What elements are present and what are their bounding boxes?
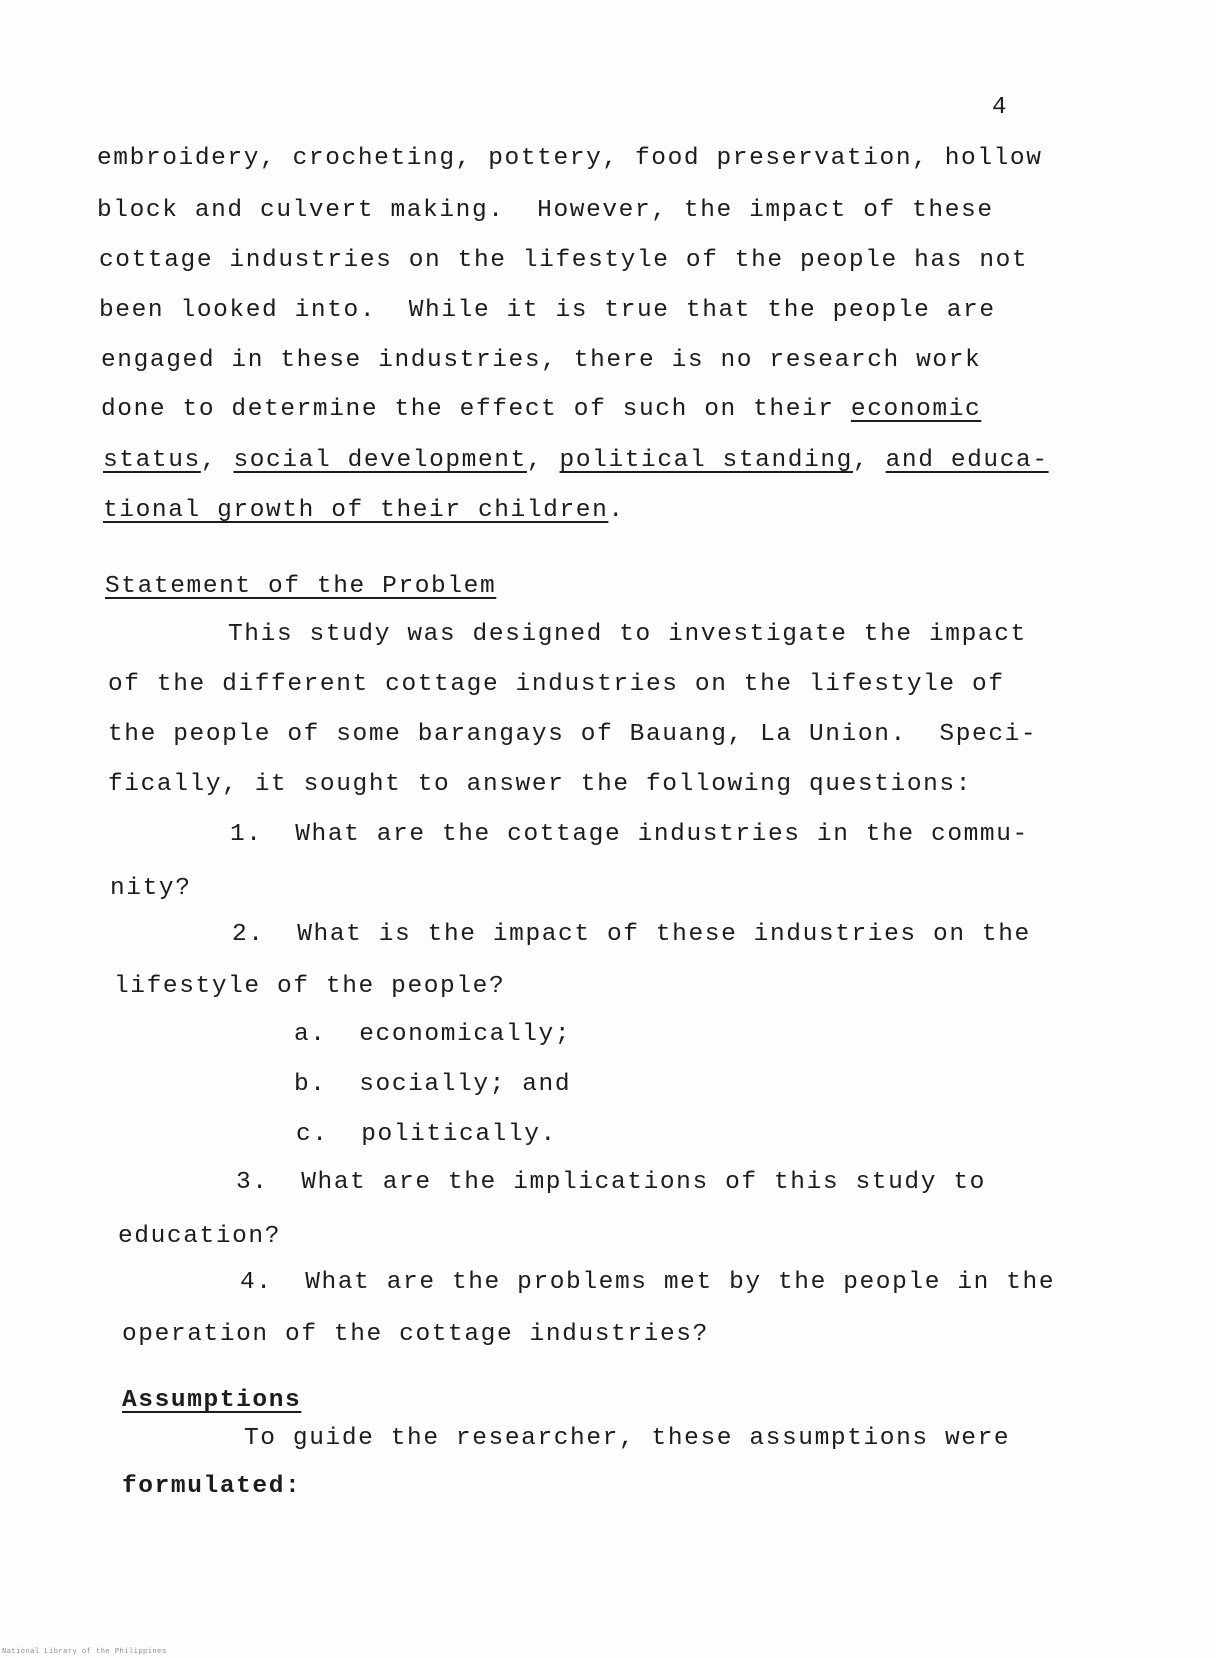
footer-stamp: National Library of the Philippines xyxy=(2,1648,167,1656)
question-2-number: 2. xyxy=(232,921,265,948)
intro-line-6 xyxy=(101,395,981,425)
intro-line-6-text: done to determine the effect of such on their xyxy=(101,396,851,423)
subitem-c-letter: c. xyxy=(296,1121,329,1148)
underline-status: status xyxy=(103,447,201,474)
intro-line-4: been looked into. While it is true that the people are xyxy=(99,297,996,324)
problem-line-2: of the different cottage industries on the lifestyle of xyxy=(108,671,1005,698)
question-1-text: What are the cottage industries in the commu- xyxy=(295,821,1029,848)
underline-and-educa: and educa- xyxy=(885,447,1049,474)
subitem-c xyxy=(296,1120,557,1150)
intro-line-5: engaged in these industries, there is no research work xyxy=(101,347,982,374)
assumptions-line-2: formulated: xyxy=(122,1473,302,1500)
underline-economic: economic xyxy=(850,396,982,423)
question-4 xyxy=(240,1268,1055,1298)
problem-heading: Statement of the Problem xyxy=(105,573,497,600)
question-3-text: What are the implications of this study to xyxy=(301,1169,986,1196)
assumptions-heading: Assumptions xyxy=(122,1387,302,1414)
subitem-b-letter: b. xyxy=(294,1071,327,1098)
problem-line-1: This study was designed to investigate the impact xyxy=(228,621,1027,648)
question-1-continued: nity? xyxy=(110,875,192,902)
question-4-text: What are the problems met by the people in the xyxy=(305,1269,1056,1296)
intro-line-3: cottage industries on the lifestyle of the people has not xyxy=(99,247,1029,274)
question-1-number: 1. xyxy=(230,821,263,848)
question-3-number: 3. xyxy=(236,1169,269,1196)
question-2 xyxy=(232,920,1031,950)
punct-comma-3: , xyxy=(852,447,870,474)
subitem-c-text: politically. xyxy=(361,1121,557,1148)
intro-line-8 xyxy=(103,496,625,526)
question-2-text: What is the impact of these industries on the xyxy=(297,921,1031,948)
punct-comma-2: , xyxy=(526,447,544,474)
problem-line-4: fically, it sought to answer the following questions: xyxy=(108,771,973,798)
question-4-number: 4. xyxy=(240,1269,273,1296)
punct-period: . xyxy=(608,497,625,524)
subitem-a xyxy=(294,1020,571,1050)
question-3 xyxy=(236,1168,986,1198)
underline-political-standing: political standing xyxy=(559,447,853,474)
question-2-continued: lifestyle of the people? xyxy=(114,973,506,1000)
question-3-continued: education? xyxy=(118,1223,282,1250)
subitem-a-text: economically; xyxy=(359,1021,572,1048)
subitem-b-text: socially; and xyxy=(359,1071,572,1098)
assumptions-line-1: To guide the researcher, these assumptions were xyxy=(244,1425,1011,1452)
subitem-a-letter: a. xyxy=(294,1021,327,1048)
underline-tional-growth: tional growth of their children xyxy=(103,497,609,524)
intro-line-2: block and culvert making. However, the impact of these xyxy=(97,197,994,224)
underline-social-development: social development xyxy=(233,447,527,474)
subitem-b xyxy=(294,1070,571,1100)
problem-line-3: the people of some barangays of Bauang, La Union. Speci- xyxy=(108,721,1038,748)
page-number: 4 xyxy=(992,94,1007,121)
punct-comma-1: , xyxy=(200,447,218,474)
question-4-continued: operation of the cottage industries? xyxy=(122,1321,709,1348)
intro-line-1: embroidery, crocheting, pottery, food preservation, hollow xyxy=(97,145,1043,172)
question-1 xyxy=(230,820,1029,850)
intro-line-7 xyxy=(103,446,1049,476)
